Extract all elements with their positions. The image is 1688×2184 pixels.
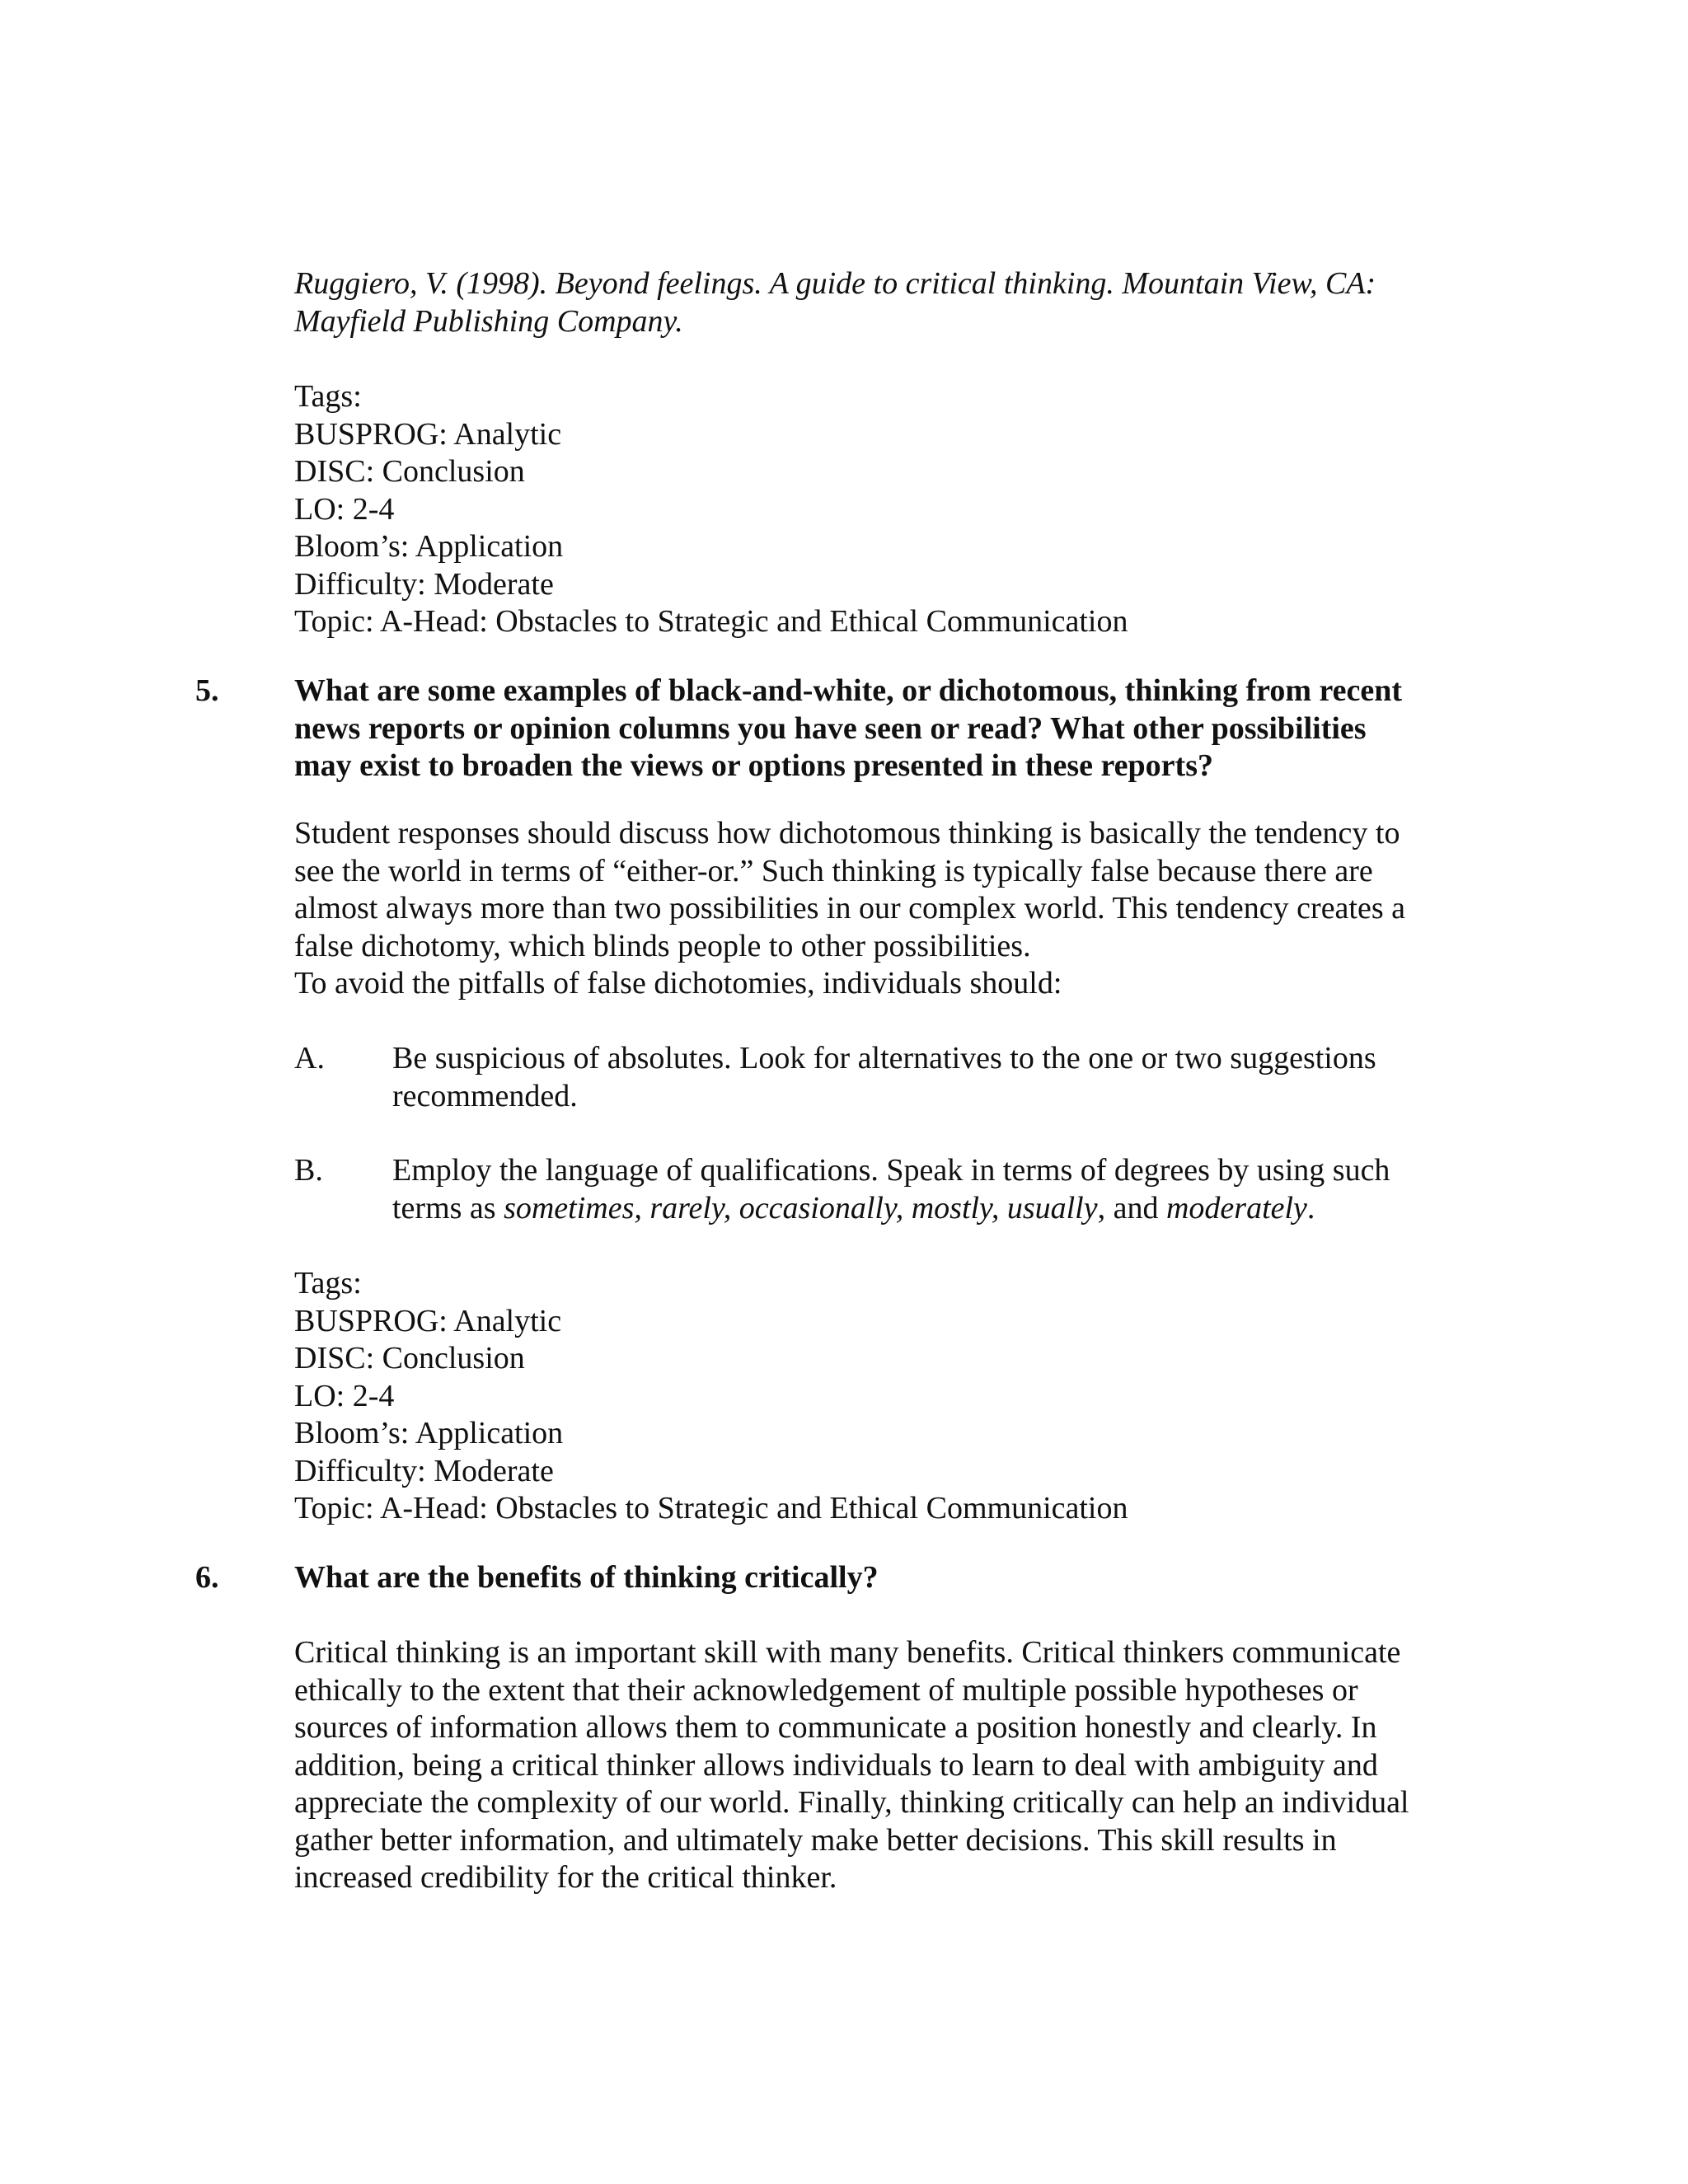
tag-blooms: Bloom’s: Application: [294, 529, 564, 564]
tag-difficulty: Difficulty: Moderate: [294, 566, 554, 602]
question-5-line-3: may exist to broaden the views or options presented in these reports?: [294, 748, 1213, 783]
item-b-line-2-mid: , and: [1097, 1190, 1166, 1226]
tag-lo: LO: 2-4: [294, 1378, 395, 1413]
question-5-answer: [294, 815, 1489, 1003]
item-b-line-2: [392, 1190, 1497, 1228]
item-b-text: [392, 1152, 1497, 1227]
answer-5-line-3: almost always more than two possibilities in our complex world. This tendency creates a: [294, 891, 1405, 926]
tag-lo: LO: 2-4: [294, 491, 395, 527]
tag-difficulty: Difficulty: Moderate: [294, 1453, 554, 1488]
tags-block-1: [294, 378, 1489, 641]
question-5-line-1: What are some examples of black-and-white, or dichotomous, thinking from recent: [294, 673, 1403, 708]
reference-line-1: Ruggiero, V. (1998). Beyond feelings. A guide to critical thinking. Mountain View, CA:: [294, 266, 1376, 301]
tag-busprog: BUSPROG: Analytic: [294, 416, 562, 452]
tags-block-2: [294, 1265, 1489, 1528]
answer-6-line-6: gather better information, and ultimately make better decisions. This skill results in: [294, 1822, 1337, 1858]
tag-topic: Topic: A-Head: Obstacles to Strategic and Ethical Communication: [294, 1491, 1128, 1526]
question-5-text: [294, 673, 1514, 785]
item-b-line-2-italic-term-last: moderately: [1165, 1190, 1307, 1226]
reference-citation: [294, 265, 1489, 340]
reference-line-2: Mayfield Publishing Company.: [294, 303, 683, 339]
tag-disc: DISC: Conclusion: [294, 1341, 525, 1376]
answer-5-line-2: see the world in terms of “either-or.” Such thinking is typically false because there are: [294, 853, 1373, 888]
question-6-number: 6.: [195, 1560, 219, 1595]
item-b-line-2-end: .: [1306, 1190, 1315, 1226]
answer-6-line-5: appreciate the complexity of our world. Finally, thinking critically can help an individual: [294, 1785, 1409, 1820]
tag-blooms: Bloom’s: Application: [294, 1416, 564, 1451]
answer-6-line-3: sources of information allows them to communicate a position honestly and clearly. In: [294, 1710, 1377, 1745]
tag-topic: Topic: A-Head: Obstacles to Strategic and Ethical Communication: [294, 604, 1128, 639]
item-b-line-2-italic-terms: sometimes, rarely, occasionally, mostly, usually: [504, 1190, 1098, 1226]
question-5-number: 5.: [195, 673, 219, 708]
tags-heading: Tags:: [294, 379, 362, 414]
tag-disc: DISC: Conclusion: [294, 454, 525, 489]
answer-5-line-1: Student responses should discuss how dichotomous thinking is basically the tendency to: [294, 816, 1400, 851]
item-a-line-2: recommended.: [392, 1078, 578, 1113]
answer-6-line-1: Critical thinking is an important skill with many benefits. Critical thinkers communicate: [294, 1635, 1401, 1670]
question-6-answer: [294, 1634, 1489, 1897]
tag-busprog: BUSPROG: Analytic: [294, 1303, 562, 1338]
answer-5-line-5: To avoid the pitfalls of false dichotomies, individuals should:: [294, 966, 1062, 1001]
tags-heading: Tags:: [294, 1266, 362, 1301]
question-6-text: What are the benefits of thinking critically?: [294, 1560, 879, 1595]
item-b-line-1: Employ the language of qualifications. Speak in terms of degrees by using such: [392, 1153, 1390, 1188]
question-5-line-2: news reports or opinion columns you have seen or read? What other possibilities: [294, 710, 1367, 746]
answer-6-line-7: increased credibility for the critical thinker.: [294, 1860, 837, 1895]
item-b-letter: B.: [294, 1153, 323, 1188]
item-b-line-2-prefix: terms as: [392, 1190, 504, 1226]
answer-6-line-4: addition, being a critical thinker allows individuals to learn to deal with ambiguity and: [294, 1747, 1378, 1783]
item-a-letter: A.: [294, 1041, 325, 1076]
answer-6-line-2: ethically to the extent that their acknowledgement of multiple possible hypotheses or: [294, 1672, 1358, 1708]
answer-5-line-4: false dichotomy, which blinds people to other possibilities.: [294, 928, 1031, 963]
item-a-line-1: Be suspicious of absolutes. Look for alternatives to the one or two suggestions: [392, 1041, 1376, 1076]
item-a-text: [392, 1040, 1497, 1115]
